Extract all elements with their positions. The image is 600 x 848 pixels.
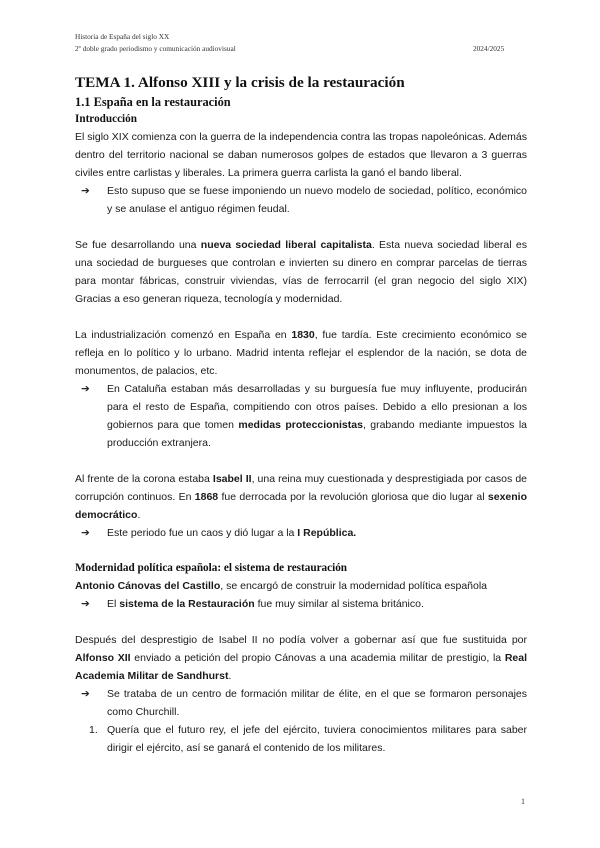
modernidad-paragraph-2: Después del desprestigio de Isabel II no podía volver a gobernar así que fue sustituida por Alfonso XII enviado a petición del propio Cánovas a una academia militar de prestigio, la Real Academia Militar de Sandhurst. [75, 634, 527, 682]
numbered-text: Quería que el futuro rey, el jefe del ejército, tuviera conocimientos militares para saber dirigir el ejército, así se ganará el contenido de los militares. [107, 724, 527, 754]
intro-heading: Introducción [75, 113, 137, 125]
bullet-text: En Cataluña estaban más desarrolladas y su burguesía fue muy influyente, producirán para el resto de España, compitiendo con otros países. Debido a ello presionan a los gobiernos para que tomen medidas proteccionistas, grabando mediante impuestos la producción extranjera. [107, 383, 527, 449]
section-heading: 1.1 España en la restauración [75, 95, 231, 109]
header-course-title: Historia de España del siglo XX [75, 32, 170, 41]
arrow-bullet-icon: ➔ [81, 598, 90, 610]
intro-paragraph-3: La industrialización comenzó en España en 1830, fue tardía. Este crecimiento económico se refleja en lo político y lo urbano. Madrid intenta reflejar el esplendor de la nación, se dota de monumentos, de palacios, etc. [75, 329, 527, 377]
intro-paragraph-4: Al frente de la corona estaba Isabel II, una reina muy cuestionada y desprestigiada por casos de corrupción continuos. En 1868 fue derrocada por la revolución gloriosa que dio lugar al sexenio democrático. [75, 473, 527, 521]
arrow-bullet-icon: ➔ [81, 688, 90, 700]
bullet-item [75, 182, 527, 218]
bullet-text: El sistema de la Restauración fue muy similar al sistema británico. [107, 598, 424, 610]
list-number: 1. [89, 724, 98, 736]
header-year: 2024/2025 [473, 44, 505, 53]
page-number: 1 [521, 797, 525, 806]
bullet-text: Se trataba de un centro de formación militar de élite, en el que se formaron personajes como Churchill. [107, 688, 527, 718]
header-degree: 2º doble grado periodismo y comunicación audiovisual [75, 44, 236, 53]
bullet-item [75, 380, 527, 452]
modernidad-paragraph-1: Antonio Cánovas del Castillo, se encargó de construir la modernidad política española [75, 580, 488, 592]
document-body [75, 73, 527, 757]
arrow-bullet-icon: ➔ [81, 527, 90, 539]
bullet-item [75, 685, 527, 721]
intro-paragraph-1: El siglo XIX comienza con la guerra de la independencia contra las tropas napoleónicas. Además dentro del territorio nacional se daban numerosos golpes de estados que llevaron a 3 guerras civiles entre carlistas y liberales. La primera guerra carlista la ganó el bando liberal. [75, 131, 527, 179]
bullet-text: Esto supuso que se fuese imponiendo un nuevo modelo de sociedad, político, económico y se anulase el antiguo régimen feudal. [107, 185, 527, 215]
bullet-item [75, 524, 527, 542]
intro-paragraph-2: Se fue desarrollando una nueva sociedad liberal capitalista. Esta nueva sociedad liberal es una sociedad de burgueses que controlan e invierten su dinero en comprar parcelas de tierras para montar fábricas, construir viviendas, vías de ferrocarril (el gran negocio del siglo XIX) Gracias a eso generan riqueza, tecnología y modernidad. [75, 239, 527, 305]
arrow-bullet-icon: ➔ [81, 383, 90, 395]
bullet-text: Este periodo fue un caos y dió lugar a la I República. [107, 527, 357, 539]
arrow-bullet-icon: ➔ [81, 185, 90, 197]
numbered-item [75, 721, 527, 757]
page-title: TEMA 1. Alfonso XIII y la crisis de la restauración [75, 74, 405, 91]
bullet-item [75, 595, 527, 613]
modernidad-heading: Modernidad política española: el sistema de restauración [75, 562, 348, 574]
